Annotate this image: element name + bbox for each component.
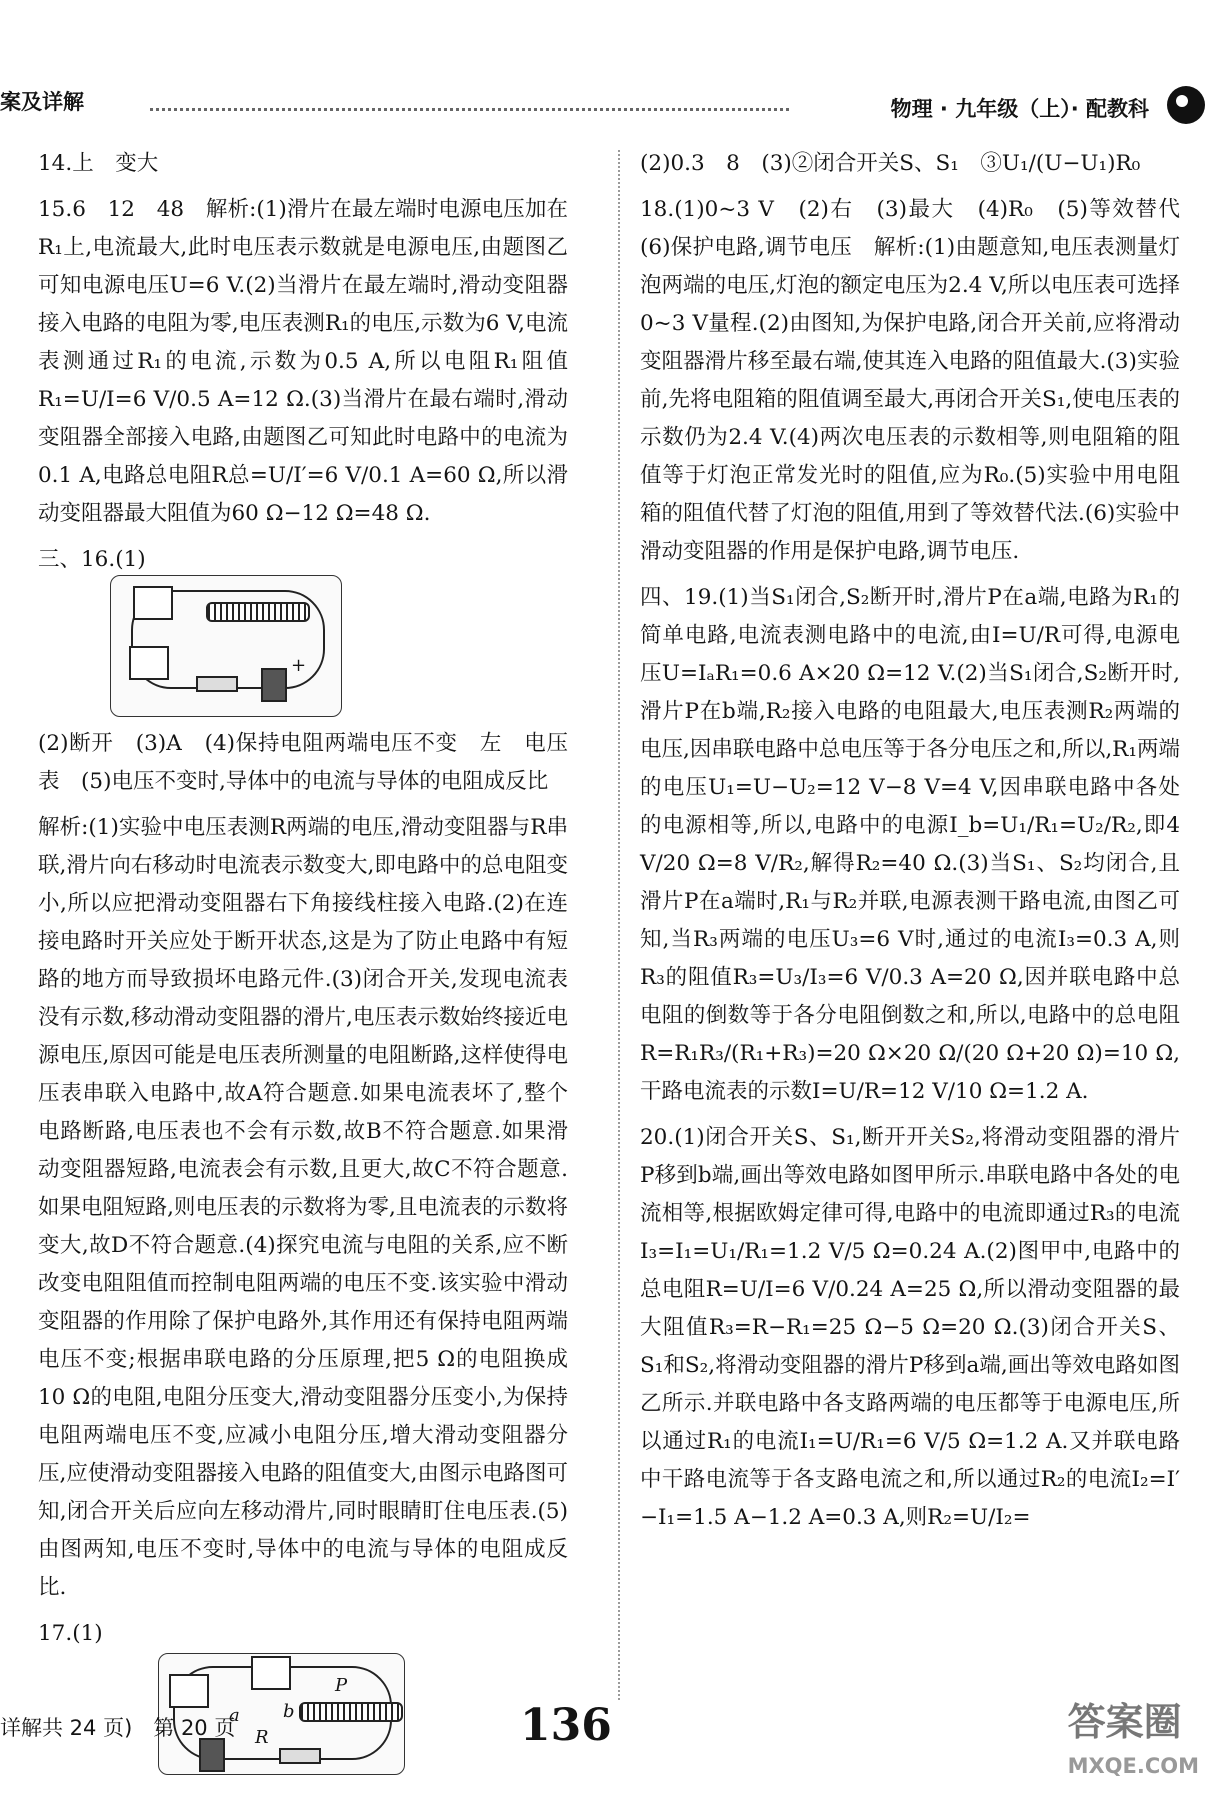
label-r: R [255,1727,269,1748]
answer-16-rest: (2)断开 (3)A (4)保持电阻两端电压不变 左 电压表 (5)电压不变时,导体中的电流与导体的电阻成反比 [38,731,568,794]
right-column [640,145,1202,1545]
header-left-title: 案及详解 [0,90,84,114]
label-a: a [229,1705,240,1726]
page-number: 136 [520,1700,612,1751]
watermark [1068,1700,1199,1788]
ammeter-icon [251,1656,291,1690]
answer-17-rest: (2)0.3 8 (3)②闭合开关S、S₁ ③U₁/(U−U₁)R₀ [640,151,1141,176]
answer-14: 14.上 变大 [38,151,159,176]
voltmeter-icon [169,1674,209,1708]
header-right-title: 物理 · 九年级（上）· 配教科 [890,97,1149,121]
footer-page-info: 详解共 24 页) 第 20 页 [0,1716,236,1740]
column-divider [618,150,620,1700]
answer-18: 18.(1)0~3 V (2)右 (3)最大 (4)R₀ (5)等效替代 (6)保护电路,调节电压 解析:(1)由题意知,电压表测量灯泡两端的电压,灯泡的额定电压为2.4 V,所以电压表可选择0~3 V量程.(2)由图知,为保护电路,闭合开关前,应将滑动变阻器滑片移至最右端,使其连入电路的阻值最大.(3)实验前,先将电阻箱的阻值调至最大,再闭合开关S₁,使电压表的示数仍为2.4 V.(4)两次电压表的示数相等,则电阻箱的阻值等于灯泡正常发光时的阻值,应为R₀.(5)实验中用电阻箱的阻值代替了灯泡的阻值,用到了等效替代法.(6)实验中滑动变阻器的作用是保护电路,调节电压. [640,197,1202,564]
ammeter-icon [133,586,173,620]
battery-plus-label: + [291,655,307,676]
logo-icon [1167,86,1205,124]
rheostat-icon [206,602,310,622]
header-dotted-rule [150,108,789,111]
answer-19: 四、19.(1)当S₁闭合,S₂断开时,滑片P在a端,电路为R₁的简单电路,电流表测电路中的电流,由I=U/R可得,电源电压U=IₐR₁=0.6 A×20 Ω=12 V.(2)当S₁闭合,S₂断开时,滑片P在b端,R₂接入电路的电阻最大,电压表测R₂两端的电压,因串联电路中总电压等于各分电压之和,所以,R₁两端的电压U₁=U−U₂=12 V−8 V=4 V,因串联电路中各处的电源相等,所以,电路中的电源I_b=U₁/R₁=U₂/R₂,即4 V/20 Ω=8 V/R₂,解得R₂=40 Ω.(3)当S₁、S₂均闭合,且滑片P在a端时,R₁与R₂并联,电源表测干路电流,由图乙可知,当R₃两端的电压U₃=6 V时,通过的电流I₃=0.3 A,则R₃的阻值R₃=U₃/I₃=6 V/0.3 A=20 Ω,因并联电路中总电阻的倒数等于各分电阻倒数之和,所以,电路中的总电阻R=R₁R₃/(R₁+R₃)=20 Ω×20 Ω/(20 Ω+20 Ω)=10 Ω,干路电流表的示数I=U/R=12 V/10 Ω=1.2 A. [640,585,1180,1104]
answer-15: 15.6 12 48 解析:(1)滑片在最左端时电源电压加在R₁上,电流最大,此时电压表示数就是电源电压,由题图乙可知电源电压U=6 V.(2)当滑片在最左端时,滑动变阻器接入电路的电阻为零,电压表测R₁的电压,示数为6 V,电流表测通过R₁的电流,示数为0.5 A,所以电阻R₁阻值R₁=U/I=6 V/0.5 A=12 Ω.(3)当滑片在最右端时,滑动变阻器全部接入电路,由题图乙可知此时电路中的电流为0.1 A,电路总电阻R总=U/I′=6 V/0.1 A=60 Ω,所以滑动变阻器最大阻值为60 Ω−12 Ω=48 Ω. [38,197,568,526]
battery-icon [199,1738,225,1772]
switch-icon [279,1748,321,1764]
watermark-main: 答案圈 [1067,1700,1182,1744]
label-p: P [335,1675,348,1696]
answer-16-label: 三、16.(1) [38,547,146,572]
left-column [38,145,568,1775]
answer-20: 20.(1)闭合开关S、S₁,断开开关S₂,将滑动变阻器的滑片P移到b端,画出等效电路如图甲所示.串联电路中各处的电流相等,根据欧姆定律可得,电路中的电流即通过R₃的电流I₃=I₁=U₁/R₁=1.2 V/5 Ω=0.24 A.(2)图甲中,电路中的总电阻R=U/I=6 V/0.24 A=25 Ω,所以滑动变阻器的最大阻值R₃=R−R₁=25 Ω−5 Ω=20 Ω.(3)闭合开关S、S₁和S₂,将滑动变阻器的滑片P移到a端,画出等效电路如图乙所示.并联电路中各支路两端的电压都等于电源电压,所以通过R₁的电流I₁=U/R₁=6 V/5 Ω=1.2 A.又并联电路中干路电流等于各支路电流之和,所以通过R₂的电流I₂=I′−I₁=1.5 A−1.2 A=0.3 A,则R₂=U/I₂= [640,1125,1180,1530]
answer-16-analysis: 解析:(1)实验中电压表测R两端的电压,滑动变阻器与R串联,滑片向右移动时电流表示数变大,即电路中的总电阻变小,所以应把滑动变阻器右下角接线柱接入电路.(2)在连接电路时开关应处于断开状态,这是为了防止电路中有短路的地方而导致损坏电路元件.(3)闭合开关,发现电流表没有示数,移动滑动变阻器的滑片,电压表示数始终接近电源电压,原因可能是电压表所测量的电阻断路,这样使得电压表串联入电路中,故A符合题意.如果电流表坏了,整个电路断路,电压表也不会有示数,故B不符合题意.如果滑动变阻器短路,电流表会有示数,且更大,故C不符合题意.如果电阻短路,则电压表的示数将为零,且电流表的示数将变大,故D不符合题意.(4)探究电流与电阻的关系,应不断改变电阻阻值而控制电阻两端的电压不变.该实验中滑动变阻器的作用除了保护电路外,其作用还有保持电阻两端电压不变;根据串联电路的分压原理,把5 Ω的电阻换成10 Ω的电阻,电阻分压变大,滑动变阻器分压变小,为保持电阻两端电压不变,应减小电阻分压,增大滑动变阻器分压,应使滑动变阻器接入电路的阻值变大,由图示电路图可知,闭合开关后应向左移动滑片,同时眼睛盯住电压表.(5)由图两知,电压不变时,导体中的电流与导体的电阻成反比. [38,815,568,1600]
battery-icon [261,668,287,702]
circuit-figure-16 [110,575,342,717]
voltmeter-icon [129,646,169,680]
label-b: b [283,1701,295,1722]
answer-17-label: 17.(1) [38,1621,103,1646]
switch-icon [196,676,238,692]
watermark-sub: MXQE.COM [1067,1754,1199,1778]
rheostat-icon [299,1702,403,1722]
